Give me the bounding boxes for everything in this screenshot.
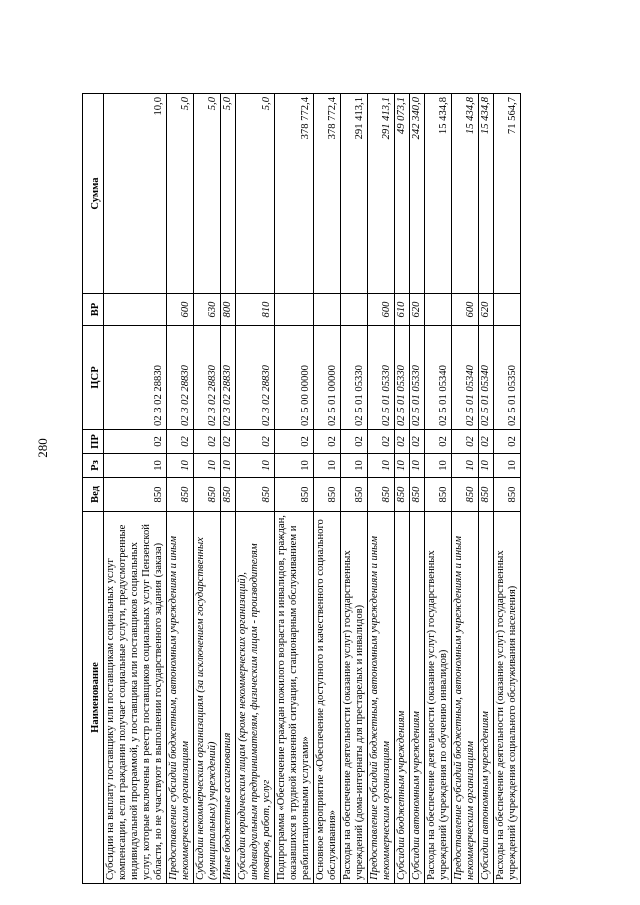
- cell-vr: 630: [194, 294, 221, 326]
- cell-ved: 850: [221, 478, 236, 512]
- cell-rz: 10: [410, 454, 425, 478]
- cell-vr: [494, 294, 521, 326]
- header-csr: ЦСР: [83, 326, 104, 430]
- cell-name: Субсидии на выплату поставщику или поставщикам социальных услуг компенсации, если гражданин получает социальные услуги, предусмотренные индивидуальной программой, у поставщика или поставщиков социальных услуг, которые включены в реестр поставщиков социальных услуг Пензенской области, но не участвуют в выполнении государственного задания (заказа): [104, 512, 167, 884]
- cell-sum: 5,0: [167, 94, 194, 294]
- cell-name: Субсидии бюджетным учреждениям: [395, 512, 410, 884]
- cell-vr: [314, 294, 341, 326]
- cell-ved: 850: [104, 478, 167, 512]
- cell-rz: 10: [314, 454, 341, 478]
- cell-name: Расходы на обеспечение деятельности (оказание услуг) государственных учреждений (дома-интернаты для престарелых и инвалидов): [341, 512, 368, 884]
- table-row: [194, 94, 221, 884]
- cell-name: Субсидии юридическим лицам (кроме некоммерческих организаций), индивидуальным предпринимателям, физическим лицам - производителям товаров, работ, услуг: [236, 512, 275, 884]
- cell-pr: 02: [314, 430, 341, 454]
- cell-pr: 02: [341, 430, 368, 454]
- table-row: [425, 94, 452, 884]
- cell-name: Субсидии автономным учреждениям: [479, 512, 494, 884]
- cell-vr: 800: [221, 294, 236, 326]
- table-row: [410, 94, 425, 884]
- cell-name: Иные бюджетные ассигнования: [221, 512, 236, 884]
- cell-rz: 10: [275, 454, 314, 478]
- cell-name: Основное мероприятие «Обеспечение доступного и качественного социального обслуживания»: [314, 512, 341, 884]
- cell-rz: 10: [452, 454, 479, 478]
- table-row: [314, 94, 341, 884]
- cell-pr: 02: [494, 430, 521, 454]
- cell-ved: 850: [425, 478, 452, 512]
- cell-csr: 02 3 02 28830: [221, 326, 236, 430]
- header-pr: ПР: [83, 430, 104, 454]
- cell-rz: 10: [341, 454, 368, 478]
- cell-csr: 02 5 01 05330: [368, 326, 395, 430]
- rotated-page-content: [82, 94, 569, 884]
- cell-csr: 02 5 01 05340: [452, 326, 479, 430]
- page-number: 280: [35, 438, 50, 458]
- table-row: [221, 94, 236, 884]
- cell-csr: 02 5 01 05330: [341, 326, 368, 430]
- cell-ved: 850: [368, 478, 395, 512]
- cell-csr: 02 3 02 28830: [194, 326, 221, 430]
- cell-rz: 10: [479, 454, 494, 478]
- table-row: [341, 94, 368, 884]
- cell-rz: 10: [368, 454, 395, 478]
- cell-name: Субсидии автономным учреждениям: [410, 512, 425, 884]
- table-header-row: [83, 94, 104, 884]
- cell-pr: 02: [410, 430, 425, 454]
- cell-vr: 620: [410, 294, 425, 326]
- cell-vr: [341, 294, 368, 326]
- cell-pr: 02: [194, 430, 221, 454]
- cell-vr: [425, 294, 452, 326]
- cell-name: Предоставление субсидий бюджетным, автономным учреждениям и иным некоммерческим организациям: [452, 512, 479, 884]
- cell-pr: 02: [425, 430, 452, 454]
- cell-csr: 02 3 02 28830: [104, 326, 167, 430]
- cell-name: Субсидии некоммерческим организациям (за исключением государственных (муниципальных) учреждений): [194, 512, 221, 884]
- cell-pr: 02: [236, 430, 275, 454]
- cell-vr: 600: [167, 294, 194, 326]
- cell-rz: 10: [167, 454, 194, 478]
- table-row: [494, 94, 521, 884]
- header-name: Наименование: [83, 512, 104, 884]
- cell-vr: 810: [236, 294, 275, 326]
- cell-ved: 850: [167, 478, 194, 512]
- table-row: [395, 94, 410, 884]
- header-ved: Вед: [83, 478, 104, 512]
- cell-sum: 378 772,4: [275, 94, 314, 294]
- cell-ved: 850: [452, 478, 479, 512]
- cell-pr: 02: [452, 430, 479, 454]
- table-body: [104, 94, 521, 884]
- cell-sum: 291 413,1: [368, 94, 395, 294]
- cell-name: Предоставление субсидий бюджетным, автономным учреждениям и иным некоммерческим организациям: [167, 512, 194, 884]
- cell-ved: 850: [275, 478, 314, 512]
- cell-vr: 620: [479, 294, 494, 326]
- cell-ved: 850: [194, 478, 221, 512]
- cell-rz: 10: [425, 454, 452, 478]
- header-vr: ВР: [83, 294, 104, 326]
- cell-csr: 02 5 01 00000: [314, 326, 341, 430]
- cell-sum: 49 073,1: [395, 94, 410, 294]
- cell-name: Расходы на обеспечение деятельности (оказание услуг) государственных учреждений (учреждения социального обслуживания населения): [494, 512, 521, 884]
- cell-rz: 10: [395, 454, 410, 478]
- cell-sum: 15 434,8: [452, 94, 479, 294]
- cell-name: Подпрограмма «Обеспечение граждан пожилого возраста и инвалидов, граждан, оказавшихся в трудной жизненной ситуации, стационарным обслуживанием и реабилитационными услугами»: [275, 512, 314, 884]
- table-row: [236, 94, 275, 884]
- cell-csr: 02 5 01 05340: [425, 326, 452, 430]
- cell-rz: 10: [104, 454, 167, 478]
- table-row: [275, 94, 314, 884]
- cell-ved: 850: [479, 478, 494, 512]
- cell-csr: 02 3 02 28830: [167, 326, 194, 430]
- cell-rz: 10: [221, 454, 236, 478]
- cell-pr: 02: [395, 430, 410, 454]
- budget-table: [82, 93, 521, 884]
- cell-ved: 850: [341, 478, 368, 512]
- cell-sum: 10,0: [104, 94, 167, 294]
- cell-name: Предоставление субсидий бюджетным, автономным учреждениям и иным некоммерческим организациям: [368, 512, 395, 884]
- cell-rz: 10: [236, 454, 275, 478]
- cell-csr: 02 5 01 05350: [494, 326, 521, 430]
- cell-pr: 02: [275, 430, 314, 454]
- cell-csr: 02 5 01 05330: [395, 326, 410, 430]
- cell-sum: 15 434,8: [479, 94, 494, 294]
- cell-pr: 02: [368, 430, 395, 454]
- cell-csr: 02 3 02 28830: [236, 326, 275, 430]
- cell-ved: 850: [236, 478, 275, 512]
- cell-ved: 850: [314, 478, 341, 512]
- header-sum: Сумма: [83, 94, 104, 294]
- cell-rz: 10: [494, 454, 521, 478]
- cell-pr: 02: [104, 430, 167, 454]
- table-row: [104, 94, 167, 884]
- cell-ved: 850: [410, 478, 425, 512]
- cell-vr: 600: [452, 294, 479, 326]
- cell-ved: 850: [395, 478, 410, 512]
- table-row: [479, 94, 494, 884]
- cell-sum: 242 340,0: [410, 94, 425, 294]
- cell-csr: 02 5 01 05340: [479, 326, 494, 430]
- cell-sum: 15 434,8: [425, 94, 452, 294]
- table-row: [167, 94, 194, 884]
- header-rz: Рз: [83, 454, 104, 478]
- cell-vr: [275, 294, 314, 326]
- cell-sum: 71 564,7: [494, 94, 521, 294]
- cell-sum: 291 413,1: [341, 94, 368, 294]
- cell-pr: 02: [167, 430, 194, 454]
- cell-sum: 378 772,4: [314, 94, 341, 294]
- cell-name: Расходы на обеспечение деятельности (оказание услуг) государственных учреждений (учреждения по обучению инвалидов): [425, 512, 452, 884]
- cell-csr: 02 5 00 00000: [275, 326, 314, 430]
- cell-sum: 5,0: [236, 94, 275, 294]
- cell-pr: 02: [221, 430, 236, 454]
- cell-vr: [104, 294, 167, 326]
- cell-vr: 610: [395, 294, 410, 326]
- cell-vr: 600: [368, 294, 395, 326]
- cell-pr: 02: [479, 430, 494, 454]
- cell-ved: 850: [494, 478, 521, 512]
- cell-sum: 5,0: [194, 94, 221, 294]
- cell-sum: 5,0: [221, 94, 236, 294]
- table-row: [452, 94, 479, 884]
- cell-csr: 02 5 01 05330: [410, 326, 425, 430]
- table-row: [368, 94, 395, 884]
- cell-rz: 10: [194, 454, 221, 478]
